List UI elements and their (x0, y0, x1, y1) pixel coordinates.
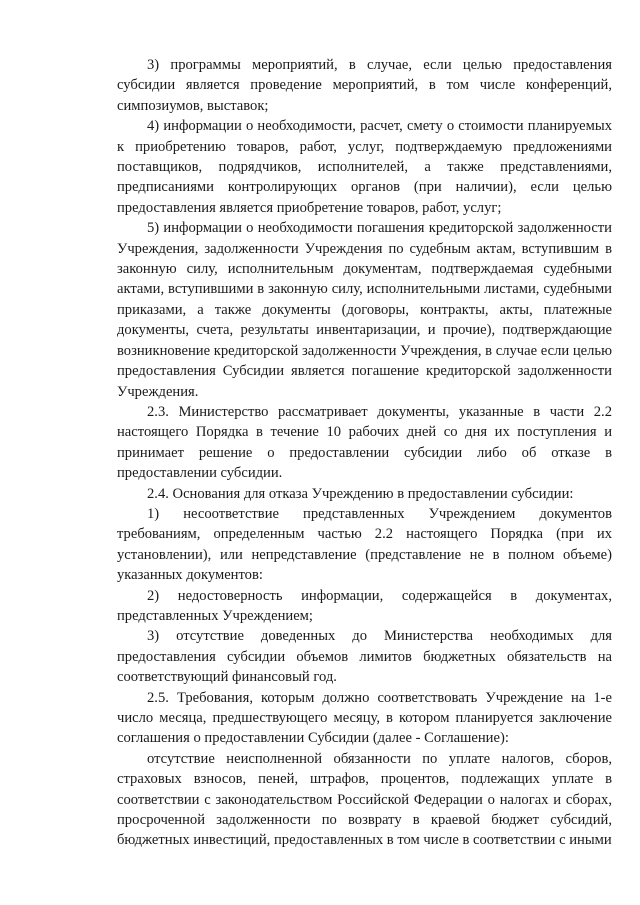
paragraph-2-5-requirement: отсутствие неисполненной обязанности по уплате налогов, сборов, страховых взносов, пеней, штрафов, процентов, подлежащих уплате в соответствии с законодательством Российской Федерации о налогах и сборах, просроченной задолженности по возврату в краевой бюджет субсидий, бюджетных инвестиций, предоставленных в том числе в соответствии с иными (117, 750, 612, 849)
paragraph-2-4: 2.4. Основания для отказа Учреждению в предоставлении субсидии: (147, 485, 574, 502)
paragraph-item-5: 5) информации о необходимости погашения кредиторской задолженности Учреждения, задолженности Учреждения по судебным актам, вступившим в законную силу, исполнительным документам, подтверждаемая судебными актами, вступившими в законную силу, исполнительными листами, судебными приказами, а также документы (договоры, контракты, акты, платежные документы, счета, результаты инвентаризации, и прочие), подтверждающие возникновение кредиторской задолженности Учреждения, в случае если целью предоставления Субсидии является погашение кредиторской задолженности Учреждения. (117, 220, 612, 400)
paragraph-2-3: 2.3. Министерство рассматривает документы, указанные в части 2.2 настоящего Порядка в течение 10 рабочих дней со дня их поступления и принимает решение о предоставлении субсидии либо об отказе в предоставлении субсидии. (117, 403, 612, 482)
document-page (117, 55, 612, 851)
paragraph-item-3: 3) программы мероприятий, в случае, если целью предоставления субсидии является проведение мероприятий, в том числе конференций, симпозиумов, выставок; (117, 57, 612, 114)
paragraph-2-4-item-1: 1) несоответствие представленных Учреждением документов требованиям, определенным частью 2.2 настоящего Порядка (при их установлении), или непредставление (представление не в полном объеме) указанных документов: (117, 505, 612, 584)
paragraph-2-4-item-2: 2) недостоверность информации, содержащейся в документах, представленных Учреждением; (117, 587, 612, 624)
paragraph-2-5: 2.5. Требования, которым должно соответствовать Учреждение на 1-е число месяца, предшествующего месяцу, в котором планируется заключение соглашения о предоставлении Субсидии (далее - Соглашение): (117, 689, 612, 747)
paragraph-item-4: 4) информации о необходимости, расчет, смету о стоимости планируемых к приобретению товаров, работ, услуг, подтверждаемую предложениями поставщиков, подрядчиков, исполнителей, а также представлениями, предписаниями контролирующих органов (при наличии), если целью предоставления является приобретение товаров, работ, услуг; (117, 118, 612, 216)
paragraph-2-4-item-3: 3) отсутствие доведенных до Министерства необходимых для предоставления субсидии объемов лимитов бюджетных обязательств на соответствующий финансовый год. (117, 628, 612, 686)
